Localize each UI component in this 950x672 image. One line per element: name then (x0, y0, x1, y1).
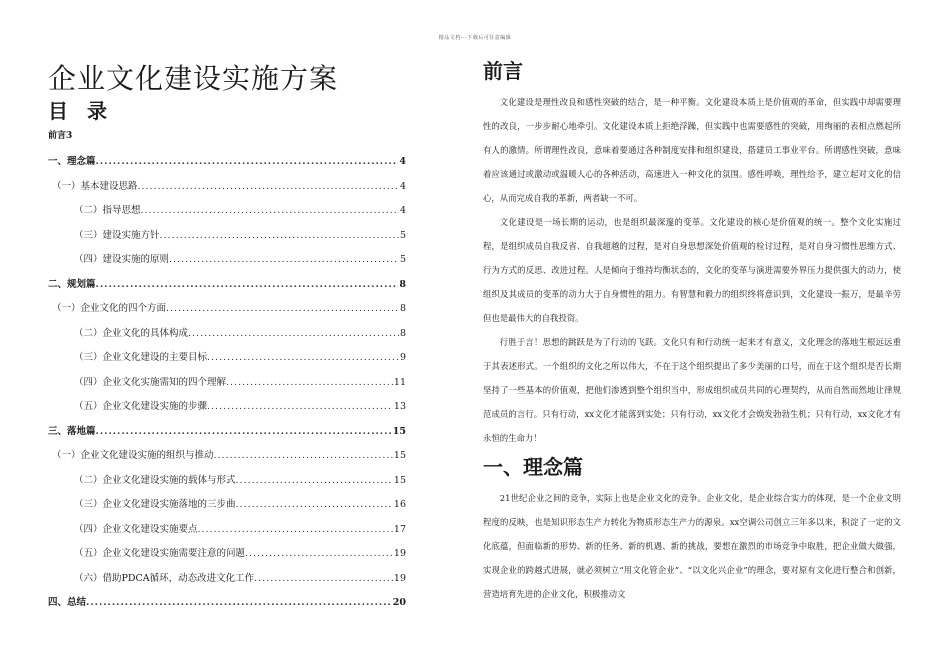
toc-entry-page: 5 (399, 254, 406, 265)
toc-entry[interactable] (48, 248, 406, 273)
toc-leader-dots (96, 150, 399, 175)
foreword-paragraph: 文化建设是一场长期的运动，也是组织最深邃的变革。文化建设的核心是价值观的统一。整个文化实施过程，是组织成员自我反省、自我超越的过程，是对自身思想深处价值观的检讨过程，是对自身习惯性思维方式、行为方式的反思、改进过程。人是倾向于维持均衡状态的，文化的变革与演进需要外界压力提供强大的动力，使组织及其成员的变革的动力大于自身惯性的阻力。有智慧和毅力的组织终将意识到，文化建设一振万，是最辛劳但也是最伟大的自我投资。 (483, 217, 901, 323)
page-header-note: 精品文档---下载后可任意编辑 (438, 35, 512, 41)
toc-entry-page: 8 (399, 303, 406, 314)
toc-entry[interactable] (48, 150, 406, 175)
table-of-contents-column (48, 62, 406, 616)
toc-leader-dots (138, 175, 399, 200)
toc-entry[interactable] (48, 420, 406, 445)
toc-entry-page: 20 (392, 597, 406, 608)
toc-entry-page: 9 (399, 352, 406, 363)
toc-heading: 目 录 (48, 99, 113, 123)
toc-entry-page: 11 (393, 376, 406, 388)
toc-entry[interactable] (48, 518, 406, 543)
toc-entry-page: 13 (393, 401, 406, 412)
toc-entry[interactable] (48, 395, 406, 420)
toc-entry[interactable] (48, 273, 406, 298)
toc-leader-dots (96, 273, 399, 298)
foreword-title: 前言 (483, 59, 523, 83)
toc-entry[interactable] (48, 469, 406, 494)
toc-entry[interactable] (48, 444, 406, 469)
toc-entry-page: 19 (393, 548, 406, 559)
toc-entry[interactable] (48, 567, 406, 592)
toc-entry[interactable] (48, 322, 406, 347)
foreword-paragraph: 行胜于言！思想的跳跃是为了行动的飞跃。文化只有和行动统一起来才有意义，文化理念的落地生根远远重于其表述形式。一个组织的文化之所以伟大，不在于这个组织提出了多少美丽的口号，而在于这个组织是否长期坚持了一些基本的价值观，把他们渗透到整个组织当中，形成组织成员共同的心理契约，从而自然而然地让律规范成员的言行。只有行动，xx文化才能落到实处；只有行动，xx文化才会焕发勃勃生机；只有行动，xx文化才有永恒的生命力！ (483, 337, 901, 443)
toc-entry-title: （一）企业文化的四个方面 (52, 303, 167, 314)
toc-leader-dots (169, 248, 399, 273)
toc-entry[interactable] (48, 493, 406, 518)
toc-leader-dots (166, 297, 399, 322)
toc-leader-dots (214, 444, 393, 469)
toc-entry[interactable] (48, 371, 406, 396)
toc-leader-dots (207, 346, 399, 371)
toc-entry-page: 4 (399, 156, 406, 167)
toc-entry-title: （一）基本建设思路 (52, 180, 138, 192)
toc-entry-title: （三）建设实施方针 (74, 229, 160, 241)
toc-leader-dots (160, 224, 399, 249)
toc-foreword-ref: 前言3 (48, 131, 73, 141)
toc-entry-title: （六）借助PDCA循环，动态改进文化工作 (74, 572, 255, 584)
toc-entry-title: （一）企业文化建设实施的组织与推动 (52, 450, 214, 461)
toc-entry-title: （四）建设实施的原则 (74, 254, 170, 265)
toc-entry-title: （二）企业文化建设实施的载体与形式 (74, 474, 236, 486)
toc-leader-dots (226, 371, 393, 396)
toc-entry-title: （三）企业文化建设实施落地的三步曲 (74, 499, 236, 510)
toc-entry-title: 一、理念篇 (48, 156, 96, 167)
document-title: 企业文化建设实施方案 (48, 62, 339, 95)
toc-entry[interactable] (48, 542, 406, 567)
toc-entry-title: （五）企业文化建设实施需要注意的问题 (74, 548, 246, 559)
chapter-one-title: 一、理念篇 (483, 455, 583, 479)
toc-entry-page: 15 (393, 450, 406, 461)
toc-entry-title: （五）企业文化建设实施的步骤 (74, 401, 208, 412)
toc-entry-page: 8 (399, 278, 406, 290)
toc-entry-page: 15 (393, 474, 406, 486)
toc-entry[interactable] (48, 175, 406, 200)
toc-leader-dots (245, 542, 393, 567)
toc-entry-title: 二、规划篇 (48, 278, 96, 290)
toc-entry-page: 17 (393, 523, 406, 535)
toc-entry-page: 5 (399, 229, 406, 241)
toc-leader-dots (207, 395, 393, 420)
foreword-paragraph: 文化建设是理性改良和感性突破的结合，是一种平衡。文化建设本质上是价值观的革命，但实践中却需要理性的改良，一步步耐心地牵引。文化建设本质上拒绝浮躁，但实践中也需要感性的突破，用绚丽的表相点燃起所有人的激情。所谓理性改良，意味着要通过各种制度安排和组织建设，搭建员工事业平台。所谓感性突破，意味着应该通过或激动或温暖人心的各种活动，高速进入一种文化的氛围。感性呼唤，理性给予，建立起对文化的信心，从而完成自我的革新，两者缺一不可。 (483, 97, 901, 203)
toc-entry[interactable] (48, 297, 406, 322)
toc-entry-title: 四、总结 (48, 597, 87, 608)
toc-entry[interactable] (48, 346, 406, 371)
toc-leader-dots (236, 493, 393, 518)
toc-entry[interactable] (48, 224, 406, 249)
toc-leader-dots (96, 420, 392, 445)
toc-entry[interactable] (48, 199, 406, 224)
toc-entry-title: （四）企业文化建设实施要点 (74, 523, 198, 535)
toc-leader-dots (254, 567, 393, 592)
toc-entry-page: 4 (399, 180, 406, 192)
body-text-column (483, 58, 901, 606)
toc-entry-title: （二）指导思想 (74, 205, 141, 216)
toc-entry[interactable] (48, 591, 406, 616)
toc-entry-page: 8 (399, 327, 406, 339)
toc-entry-page: 15 (392, 425, 406, 437)
toc-leader-dots (188, 322, 399, 347)
toc-leader-dots (86, 591, 392, 616)
toc-list (48, 150, 406, 616)
toc-entry-title: （四）企业文化实施需知的四个理解 (74, 376, 227, 388)
toc-entry-title: （三）企业文化建设的主要目标 (74, 352, 208, 363)
toc-entry-title: （二）企业文化的具体构成 (74, 327, 189, 339)
chapter-one-paragraph: 21世纪企业之间的竞争，实际上也是企业文化的竞争。企业文化，是企业综合实力的体现，是一个企业文明程度的反映，也是知识形态生产力转化为物质形态生产力的源泉。xx空调公司创立三年多以来，积淀了一定的文化底蕴，但面临新的形势、新的任务、新的机遇、新的挑战，要想在激烈的市场竞争中取胜，把企业做大做强，实现企业的跨越式进展，就必须树立“用文化管企业”、“以文化兴企业”的理念，要对原有文化进行整合和创新，营造培育先进的企业文化，积极推动文 (483, 493, 901, 599)
toc-entry-title: 三、落地篇 (48, 425, 96, 437)
toc-entry-page: 4 (399, 205, 406, 216)
toc-entry-page: 19 (393, 572, 406, 584)
toc-leader-dots (236, 469, 393, 494)
toc-entry-page: 16 (393, 499, 406, 510)
toc-leader-dots (141, 199, 399, 224)
toc-leader-dots (198, 518, 393, 543)
